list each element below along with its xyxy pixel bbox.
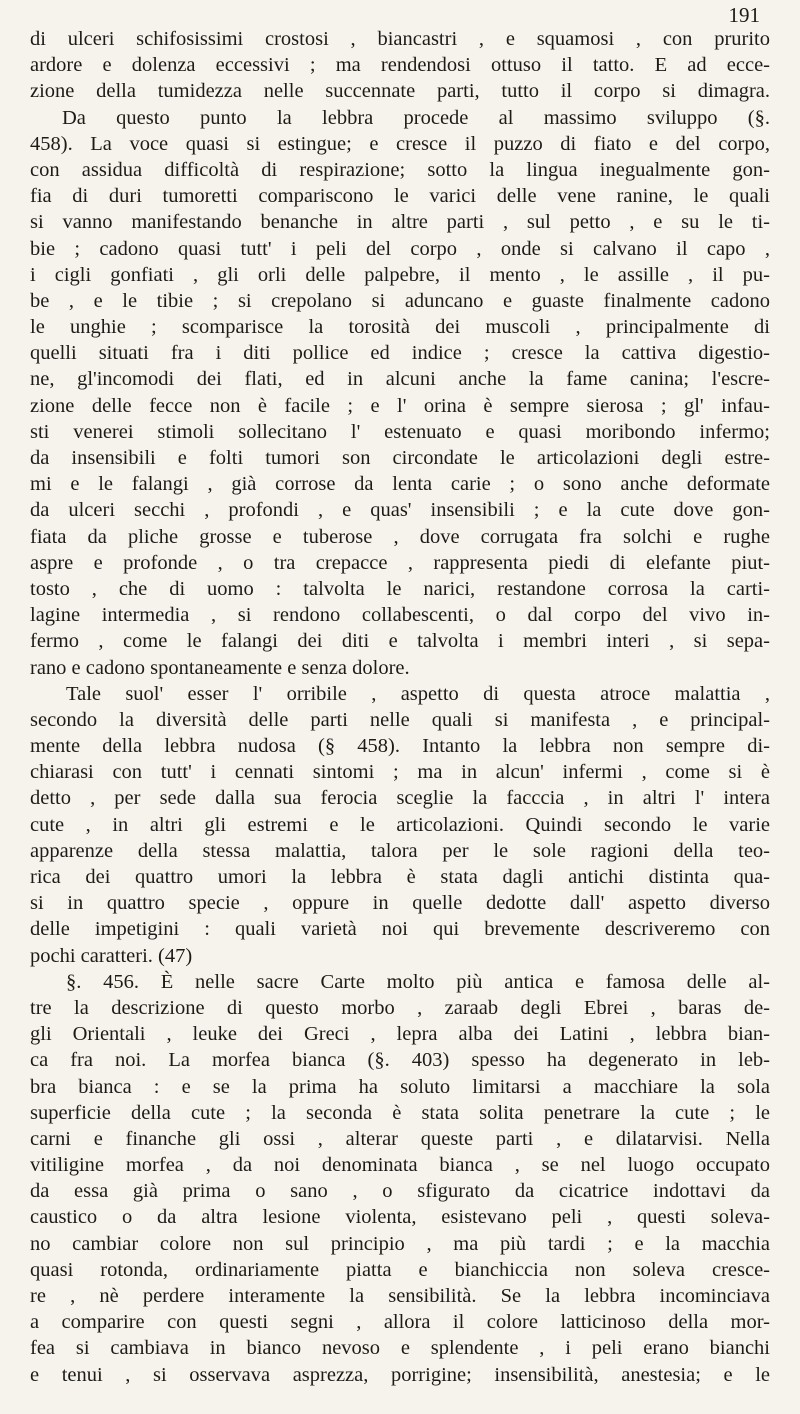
text-line: detto , per sede dalla sua ferocia sceglie la facccia , in altri l' intera: [30, 787, 770, 810]
text-line: i cigli gonfiati , gli orli delle palpebre, il mento , le assille , il pu-: [30, 263, 770, 286]
text-line: chiarasi con tutt' i cennati sintomi ; ma in alcun' infermi , come si è: [30, 761, 770, 784]
text-line: ca fra noi. La morfea bianca (§. 403) spesso ha degenerato in leb-: [30, 1049, 770, 1072]
text-line: quasi rotonda, ordinariamente piatta e bianchiccia non soleva cresce-: [30, 1258, 770, 1281]
text-line: si in quattro specie , oppure in quelle dedotte dall' aspetto diverso: [30, 892, 770, 915]
text-line: Da questo punto la lebbra procede al massimo sviluppo (§.: [62, 106, 770, 129]
text-line: mente della lebbra nudosa (§ 458). Intanto la lebbra non sempre di-: [30, 735, 770, 758]
text-line: delle impetigini : quali varietà noi qui brevemente descriveremo con: [30, 918, 770, 941]
text-line: fea si cambiava in bianco nevoso e splendente , i peli erano bianchi: [30, 1337, 770, 1360]
text-line: zione della tumidezza nelle succennate parti, tutto il corpo si dimagra.: [30, 80, 770, 103]
text-line: fia di duri tumoretti compariscono le varici delle vene ranine, le quali: [30, 185, 770, 208]
text-line: aspre e profonde , o tra crepacce , rappresenta piedi di elefante piut-: [30, 551, 770, 574]
text-line: tre la descrizione di questo morbo , zaraab degli Ebrei , baras de-: [30, 996, 770, 1019]
text-line: lagine intermedia , si rendono collabescenti, o dal corpo del vivo in-: [30, 604, 770, 627]
text-line: sti venerei stimoli sollecitano l' estenuato e quasi moribondo infermo;: [30, 420, 770, 443]
text-line: da essa già prima o sano , o sfigurato da cicatrice indottavi da: [30, 1180, 770, 1203]
text-line: gli Orientali , leuke dei Greci , lepra alba dei Latini , lebbra bian-: [30, 1023, 770, 1046]
text-line: secondo la diversità delle parti nelle quali si manifesta , e principal-: [30, 708, 770, 731]
text-line: apparenze della stessa malattia, talora per le sole ragioni della teo-: [30, 839, 770, 862]
text-line: con assidua difficoltà di respirazione; sotto la lingua inegualmente gon-: [30, 158, 770, 181]
text-line: 458). La voce quasi si estingue; e cresce il puzzo di fiato e del corpo,: [30, 132, 770, 155]
text-line: rano e cadono spontaneamente e senza dolore.: [30, 656, 410, 679]
text-line: carni e finanche gli ossi , alterar queste parti , e dilatarvisi. Nella: [30, 1127, 770, 1150]
text-line: re , nè perdere interamente la sensibilità. Se la lebbra incominciava: [30, 1285, 770, 1307]
text-line: bra bianca : e se la prima ha soluto limitarsi a macchiare la sola: [30, 1075, 770, 1098]
text-line: be , e le tibie ; si crepolano si aduncano e guaste finalmente cadono: [30, 289, 770, 312]
text-line: quelli situati fra i diti pollice ed indice ; cresce la cattiva digestio-: [30, 342, 770, 365]
text-line: vitiligine morfea , da noi denominata bianca , se nel luogo occupato: [30, 1154, 770, 1177]
text-line: e tenui , si osservava asprezza, porrigine; insensibilità, anestesia; e le: [30, 1363, 770, 1386]
text-line: tosto , che di uomo : talvolta le narici, restandone corrosa la carti-: [30, 577, 770, 600]
text-line: rica dei quattro umori la lebbra è stata dagli antichi distinta qua-: [30, 866, 770, 888]
text-line: da insensibili e folti tumori son circondate le articolazioni degli estre-: [30, 447, 770, 469]
text-line: cute , in altri gli estremi e le articolazioni. Quindi secondo le varie: [30, 813, 770, 836]
text-line: da ulceri secchi , profondi , e quas' insensibili ; e la cute dove gon-: [30, 499, 770, 522]
text-line: [30, 1388, 770, 1414]
text-line: zione delle fecce non è facile ; e l' orina è sempre sierosa ; gl' infau-: [30, 394, 770, 417]
page-number: 191: [728, 3, 760, 27]
page-body-text: [30, 26, 770, 1414]
text-line: si vanno manifestando benanche in altre parti , sul petto , e su le ti-: [30, 211, 770, 234]
text-line: fermo , come le falangi dei diti e talvolta i membri interi , si sepa-: [30, 630, 770, 653]
text-line: fiata da pliche grosse e tuberose , dove corrugata fra solchi e rughe: [30, 525, 770, 548]
text-line: ne, gl'incomodi dei flati, ed in alcuni anche la fame canina; l'escre-: [30, 368, 770, 391]
text-line: no cambiar colore non sul principio , ma più tardi ; e la macchia: [30, 1232, 770, 1255]
text-line: le unghie ; scomparisce la torosità dei muscoli , principalmente di: [30, 316, 770, 339]
text-line: a comparire con questi segni , allora il colore latticinoso della mor-: [30, 1311, 770, 1334]
text-line: mi e le falangi , già corrose da lenta carie ; o sono anche deformate: [30, 473, 770, 496]
text-line: §. 456. È nelle sacre Carte molto più antica e famosa delle al-: [66, 970, 770, 993]
text-line: caustico o da altra lesione violenta, esistevano peli , questi soleva-: [30, 1206, 770, 1229]
text-line: Tale suol' esser l' orribile , aspetto di questa atroce malattia ,: [66, 682, 770, 705]
text-line: bie ; cadono quasi tutt' i peli del corpo , onde si calvano il capo ,: [30, 237, 770, 260]
text-line: ardore e dolenza eccessivi ; ma rendendosi ottuso il tatto. E ad ecce-: [30, 54, 770, 77]
text-line: di ulceri schifosissimi crostosi , biancastri , e squamosi , con prurito: [30, 28, 770, 50]
text-line: pochi caratteri. (47): [30, 944, 193, 967]
text-line: superficie della cute ; la seconda è stata solita penetrare la cute ; le: [30, 1101, 770, 1124]
